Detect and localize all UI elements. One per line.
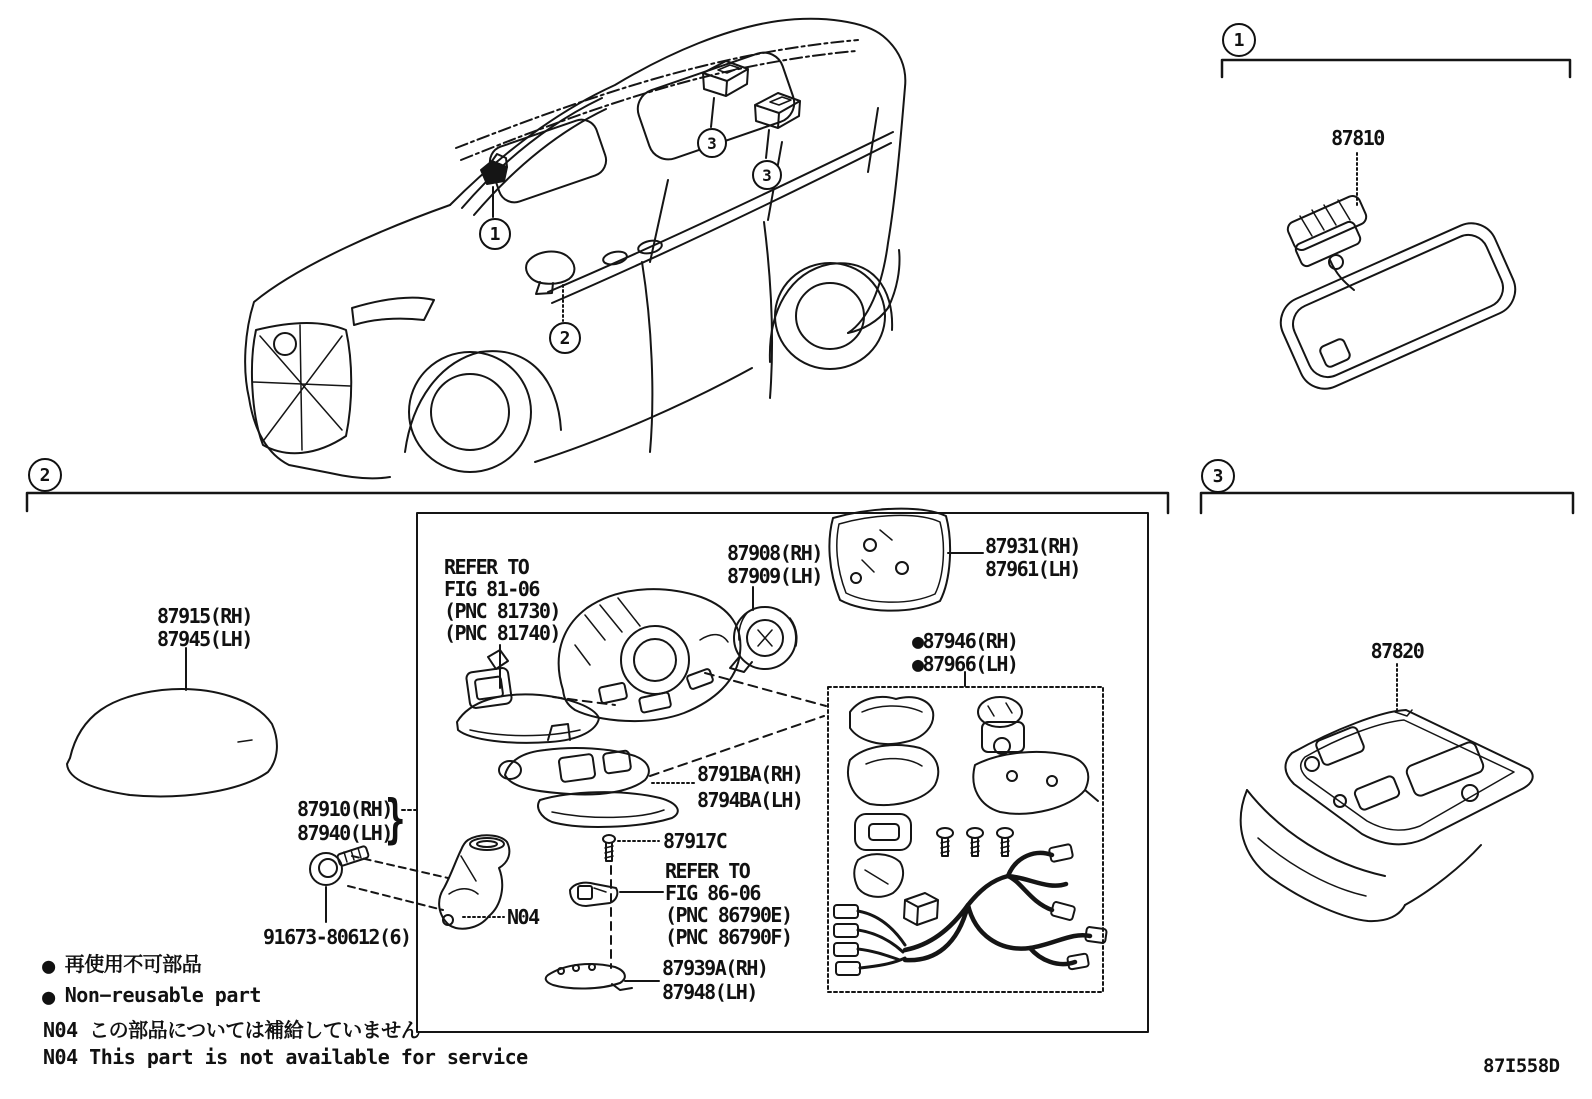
label-glass	[985, 535, 1080, 581]
section3-callout	[1201, 459, 1235, 493]
legend-nonreusable-jp	[42, 948, 201, 979]
turn-lamp-drawing	[499, 724, 695, 827]
refer81-line3: (PNC 81730)	[444, 599, 560, 623]
mirror-cover-drawing	[67, 648, 277, 796]
section1-bracket	[1222, 60, 1570, 77]
legend-bullet-icon: ●	[42, 954, 55, 979]
label-turn-rh: 8791BA(RH)	[697, 762, 803, 786]
label-refer81	[444, 556, 560, 644]
refer86-part-drawing	[570, 883, 663, 906]
label-turn-lh: 8794BA(LH)	[697, 788, 803, 812]
retract-kit-contents	[834, 697, 1107, 975]
legend-bullet-icon2: ●	[42, 985, 55, 1010]
overhead-console-drawing	[1241, 664, 1533, 921]
non-reusable-bullet-icon2: ●	[912, 652, 923, 676]
label-assy-lh: 87940(LH)	[297, 821, 392, 845]
refer86-line4: (PNC 86790F)	[665, 925, 792, 949]
vehicle-drawing	[245, 19, 905, 479]
section3-number: 3	[1212, 465, 1224, 487]
diagram-code: 87I558D	[1483, 1055, 1560, 1077]
section3-bracket	[1201, 493, 1573, 513]
label-cover	[157, 605, 252, 651]
label-87810: 87810	[1331, 126, 1384, 150]
label-bolt: 91673-80612(6)	[263, 925, 411, 949]
car-callout-2-number: 2	[559, 327, 571, 349]
label-assy-rh: 87910(RH)	[297, 797, 392, 821]
refer81-line2: FIG 81-06	[444, 577, 539, 601]
legend-nonreusable-en	[42, 983, 261, 1010]
label-screw: 87917C	[663, 829, 727, 853]
label-retract-unit	[912, 630, 1017, 676]
label-turn-lamp	[697, 761, 802, 813]
refer86-line3: (PNC 86790E)	[665, 903, 792, 927]
label-cover-rh: 87915(RH)	[157, 604, 252, 628]
legend-n04-en: N04 This part is not available for service	[43, 1045, 528, 1069]
label-glass-rh: 87931(RH)	[985, 534, 1080, 558]
label-lower-rh: 87939A(RH)	[662, 956, 768, 980]
non-reusable-bullet-icon: ●	[912, 629, 923, 653]
legend-n04-jp: N04 この部品については補給していません	[43, 1018, 421, 1042]
label-87820: 87820	[1370, 639, 1424, 663]
label-unit-lh-text: 87966(LH)	[922, 652, 1018, 676]
refer86-line1: REFER TO	[665, 859, 750, 883]
label-unit-rh	[912, 630, 1017, 653]
bolt-drawing	[310, 846, 448, 922]
label-unit-rh-text: 87946(RH)	[922, 629, 1018, 653]
label-actuator-lh: 87909(LH)	[727, 564, 822, 588]
mirror-glass-drawing	[829, 509, 983, 611]
legend-nonreusable-jp-text: 再使用不可部品	[64, 952, 202, 976]
car-callout-3a-number: 3	[707, 133, 717, 153]
car-callout-1-number: 1	[489, 223, 501, 245]
label-cover-lh: 87945(LH)	[157, 627, 252, 651]
lower-cover-drawing	[546, 964, 659, 990]
car-callout-3a	[697, 128, 727, 158]
label-n04: N04	[507, 905, 539, 929]
label-lower-lh: 87948(LH)	[662, 980, 757, 1004]
section2-callout	[28, 458, 62, 492]
label-unit-lh	[912, 653, 1017, 676]
mirror-actuator-drawing	[730, 587, 797, 672]
section2-number: 2	[39, 464, 51, 486]
refer81-line4: (PNC 81740)	[444, 621, 560, 645]
legend-nonreusable-en-text: Non−reusable part	[64, 983, 261, 1007]
label-lower-cover	[662, 956, 767, 1004]
section1-number: 1	[1233, 29, 1245, 51]
section1-callout	[1222, 23, 1256, 57]
car-callout-3b	[752, 160, 782, 190]
label-refer86	[665, 860, 792, 948]
refer86-line2: FIG 86-06	[665, 881, 760, 905]
car-callout-3b-number: 3	[762, 165, 772, 185]
refer81-line1: REFER TO	[444, 555, 529, 579]
label-actuator	[727, 542, 822, 588]
assy-brace: }	[385, 789, 406, 851]
inner-mirror-drawing	[1273, 153, 1524, 397]
mirror-base-drawing	[439, 835, 509, 928]
car-callout-2	[549, 322, 581, 354]
label-actuator-rh: 87908(RH)	[727, 541, 822, 565]
car-callout-1	[479, 218, 511, 250]
label-glass-lh: 87961(LH)	[985, 557, 1080, 581]
label-assy	[297, 797, 392, 845]
section2-bracket	[27, 493, 1168, 513]
refer81-part-drawing	[457, 645, 599, 743]
